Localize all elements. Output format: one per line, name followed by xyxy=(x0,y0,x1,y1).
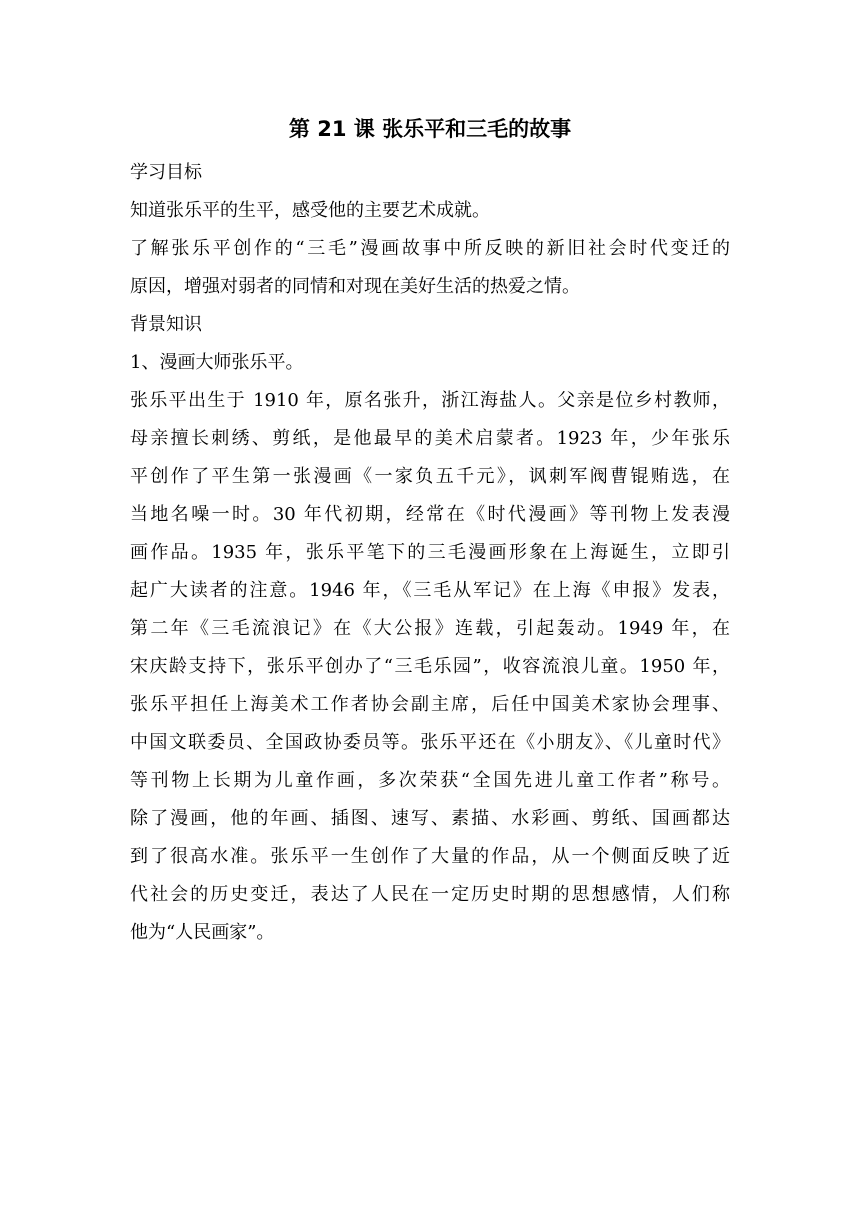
paragraph-line: 起广大读者的注意。1946 年，《三毛从军记》在上海《申报》发表， xyxy=(130,580,730,601)
paragraph-line: 平创作了平生第一张漫画《一家负五千元》，讽刺军阀曹锟贿选，在 xyxy=(130,466,730,487)
objective-paragraph-1: 知道张乐平的生平，感受他的主要艺术成就。 xyxy=(130,200,490,221)
paragraph-line: 到了很高水准。张乐平一生创作了大量的作品，从一个侧面反映了近 xyxy=(130,846,730,867)
paragraph-line: 母亲擅长刺绣、剪纸，是他最早的美术启蒙者。1923 年，少年张乐 xyxy=(130,428,730,449)
section-heading-objectives: 学习目标 xyxy=(130,162,202,183)
paragraph-line: 第二年《三毛流浪记》在《大公报》连载，引起轰动。1949 年，在 xyxy=(130,618,730,639)
section-heading-background: 背景知识 xyxy=(130,314,202,335)
paragraph-line: 宋庆龄支持下，张乐平创办了“三毛乐园”，收容流浪儿童。1950 年， xyxy=(130,656,730,677)
objective-paragraph-2 xyxy=(130,230,730,306)
document-body xyxy=(130,110,730,952)
biography-paragraph xyxy=(130,382,730,952)
paragraph-line: 画作品。1935 年，张乐平笔下的三毛漫画形象在上海诞生，立即引 xyxy=(130,542,730,563)
paragraph-line: 等刊物上长期为儿童作画，多次荣获“全国先进儿童工作者”称号。 xyxy=(130,770,730,791)
paragraph-line: 张乐平出生于 1910 年，原名张升，浙江海盐人。父亲是位乡村教师， xyxy=(130,390,730,411)
page-title: 第 21 课 张乐平和三毛的故事 xyxy=(288,117,572,141)
paragraph-line: 了解张乐平创作的“三毛”漫画故事中所反映的新旧社会时代变迁的 xyxy=(130,238,730,259)
paragraph-line: 原因，增强对弱者的同情和对现在美好生活的热爱之情。 xyxy=(130,276,580,297)
paragraph-line: 代社会的历史变迁，表达了人民在一定历史时期的思想感情，人们称 xyxy=(130,884,730,905)
paragraph-line: 除了漫画，他的年画、插图、速写、素描、水彩画、剪纸、国画都达 xyxy=(130,808,730,829)
subheading-master-artist: 1、漫画大师张乐平。 xyxy=(130,352,304,373)
paragraph-line: 张乐平担任上海美术工作者协会副主席，后任中国美术家协会理事、 xyxy=(130,694,730,715)
paragraph-line: 当地名噪一时。30 年代初期，经常在《时代漫画》等刊物上发表漫 xyxy=(130,504,730,525)
paragraph-line: 中国文联委员、全国政协委员等。张乐平还在《小朋友》、《儿童时代》 xyxy=(130,732,730,753)
paragraph-line: 他为“人民画家”。 xyxy=(130,922,275,943)
